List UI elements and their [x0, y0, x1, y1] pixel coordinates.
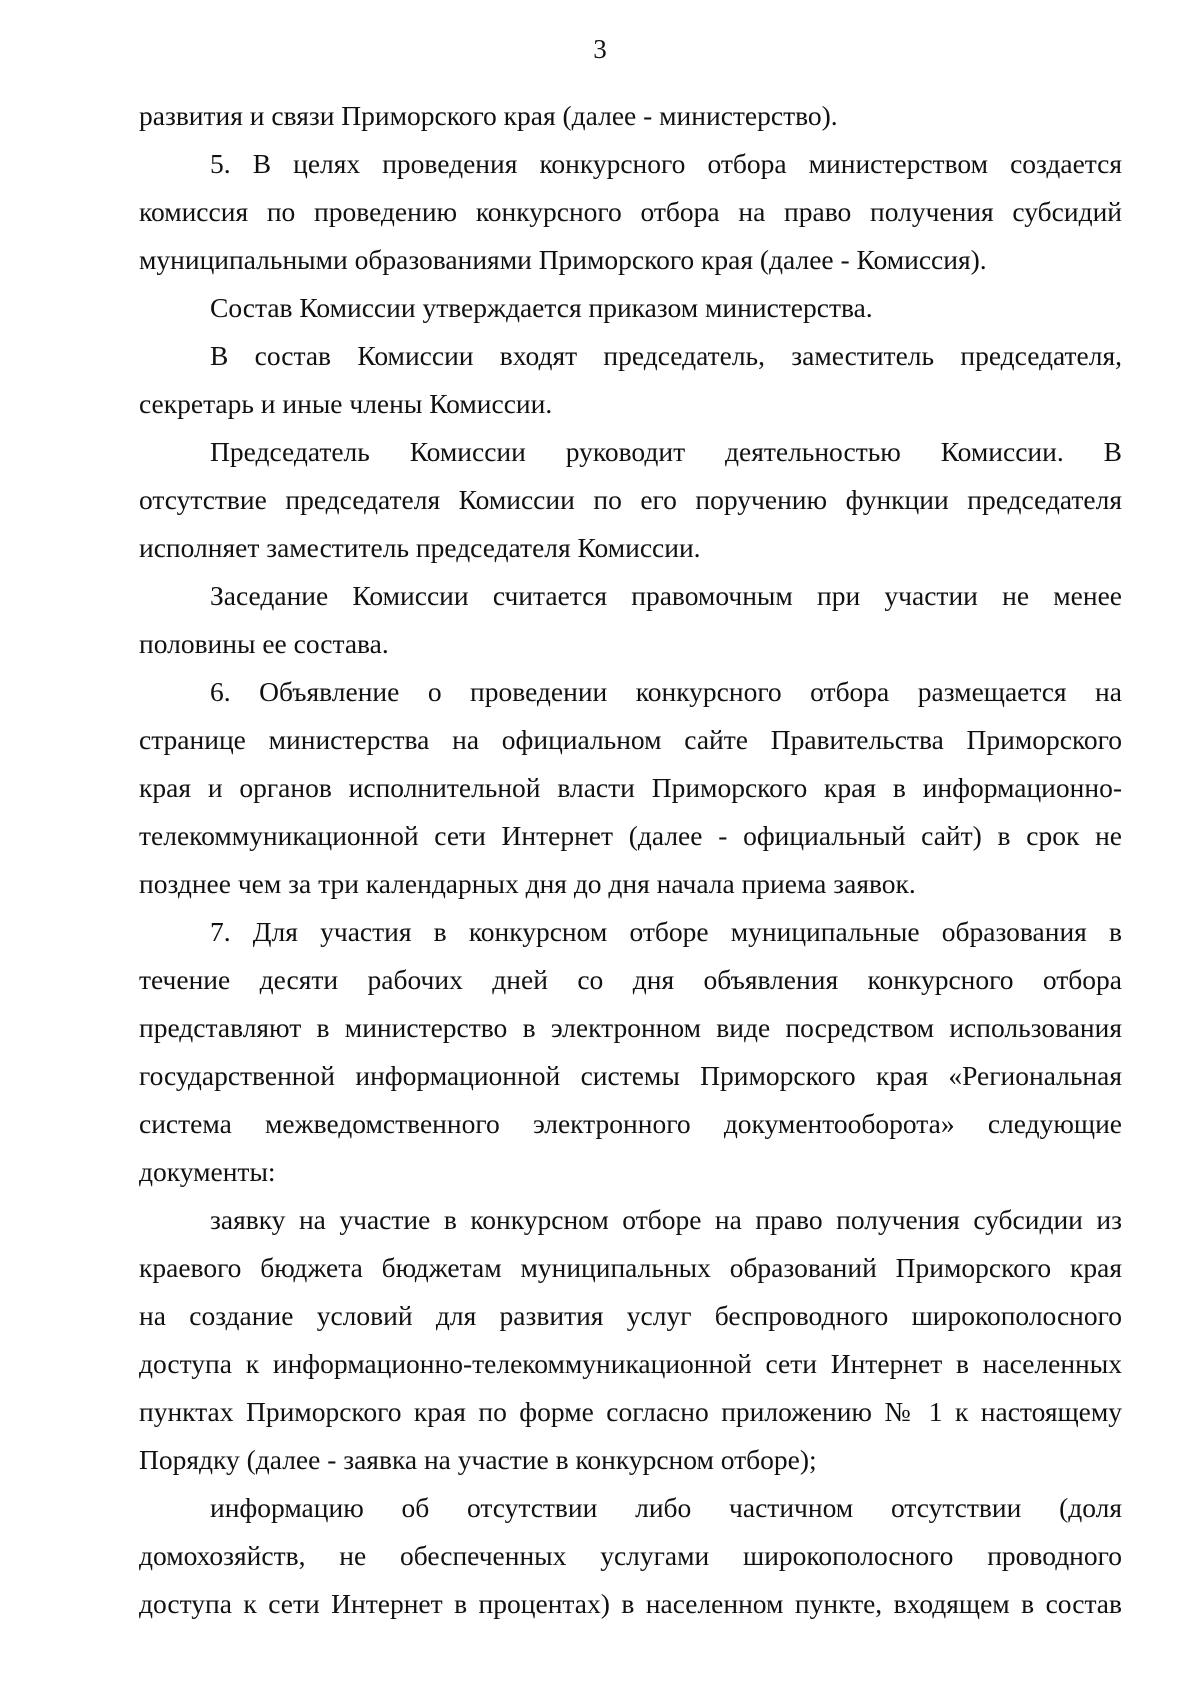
text-line: заявку на участие в конкурсном отборе на право получения субсидии из: [210, 1204, 1122, 1235]
text-line: пунктах Приморского края по форме согласно приложению № 1 к настоящему: [139, 1396, 1122, 1427]
text-line: 6. Объявление о проведении конкурсного отбора размещается на: [210, 676, 1122, 707]
page-number: 3: [593, 34, 607, 64]
text-line: отсутствие председателя Комиссии по его поручению функции председателя: [139, 484, 1122, 515]
text-line: течение десяти рабочих дней со дня объявления конкурсного отбора: [139, 964, 1122, 995]
text-line: Председатель Комиссии руководит деятельностью Комиссии. В: [210, 436, 1122, 467]
text-line: 5. В целях проведения конкурсного отбора министерством создается: [210, 148, 1122, 179]
text-line: 7. Для участия в конкурсном отборе муниципальные образования в: [210, 916, 1122, 947]
document-body: [139, 92, 1122, 1628]
text-line: исполняет заместитель председателя Комиссии.: [139, 532, 701, 563]
text-line: телекоммуникационной сети Интернет (далее - официальный сайт) в срок не: [139, 820, 1122, 851]
text-line: странице министерства на официальном сайте Правительства Приморского: [139, 724, 1122, 755]
text-line: В состав Комиссии входят председатель, заместитель председателя,: [210, 340, 1122, 371]
text-line: доступа к сети Интернет в процентах) в населенном пункте, входящем в состав: [139, 1588, 1122, 1619]
text-line: краевого бюджета бюджетам муниципальных образований Приморского края: [139, 1252, 1122, 1283]
text-line: края и органов исполнительной власти Приморского края в информационно-: [139, 772, 1122, 803]
text-line: представляют в министерство в электронном виде посредством использования: [139, 1012, 1122, 1043]
text-line: на создание условий для развития услуг беспроводного широкополосного: [139, 1300, 1122, 1331]
text-line: муниципальными образованиями Приморского края (далее - Комиссия).: [139, 244, 987, 275]
text-line: Заседание Комиссии считается правомочным при участии не менее: [210, 580, 1122, 611]
text-line: комиссия по проведению конкурсного отбора на право получения субсидий: [139, 196, 1122, 227]
text-line: система межведомственного электронного документооборота» следующие: [139, 1108, 1122, 1139]
text-line: позднее чем за три календарных дня до дня начала приема заявок.: [139, 868, 916, 899]
text-line: половины ее состава.: [139, 628, 389, 659]
text-line: домохозяйств, не обеспеченных услугами широкополосного проводного: [139, 1540, 1122, 1571]
text-line: государственной информационной системы Приморского края «Региональная: [139, 1060, 1122, 1091]
text-line: документы:: [139, 1156, 276, 1187]
text-line: Состав Комиссии утверждается приказом министерства.: [210, 292, 873, 323]
text-line: секретарь и иные члены Комиссии.: [139, 388, 553, 419]
text-line: Порядку (далее - заявка на участие в конкурсном отборе);: [139, 1444, 817, 1475]
text-line: доступа к информационно-телекоммуникационной сети Интернет в населенных: [139, 1348, 1122, 1379]
text-line: развития и связи Приморского края (далее - министерство).: [139, 100, 838, 131]
text-line: информацию об отсутствии либо частичном отсутствии (доля: [210, 1492, 1122, 1523]
